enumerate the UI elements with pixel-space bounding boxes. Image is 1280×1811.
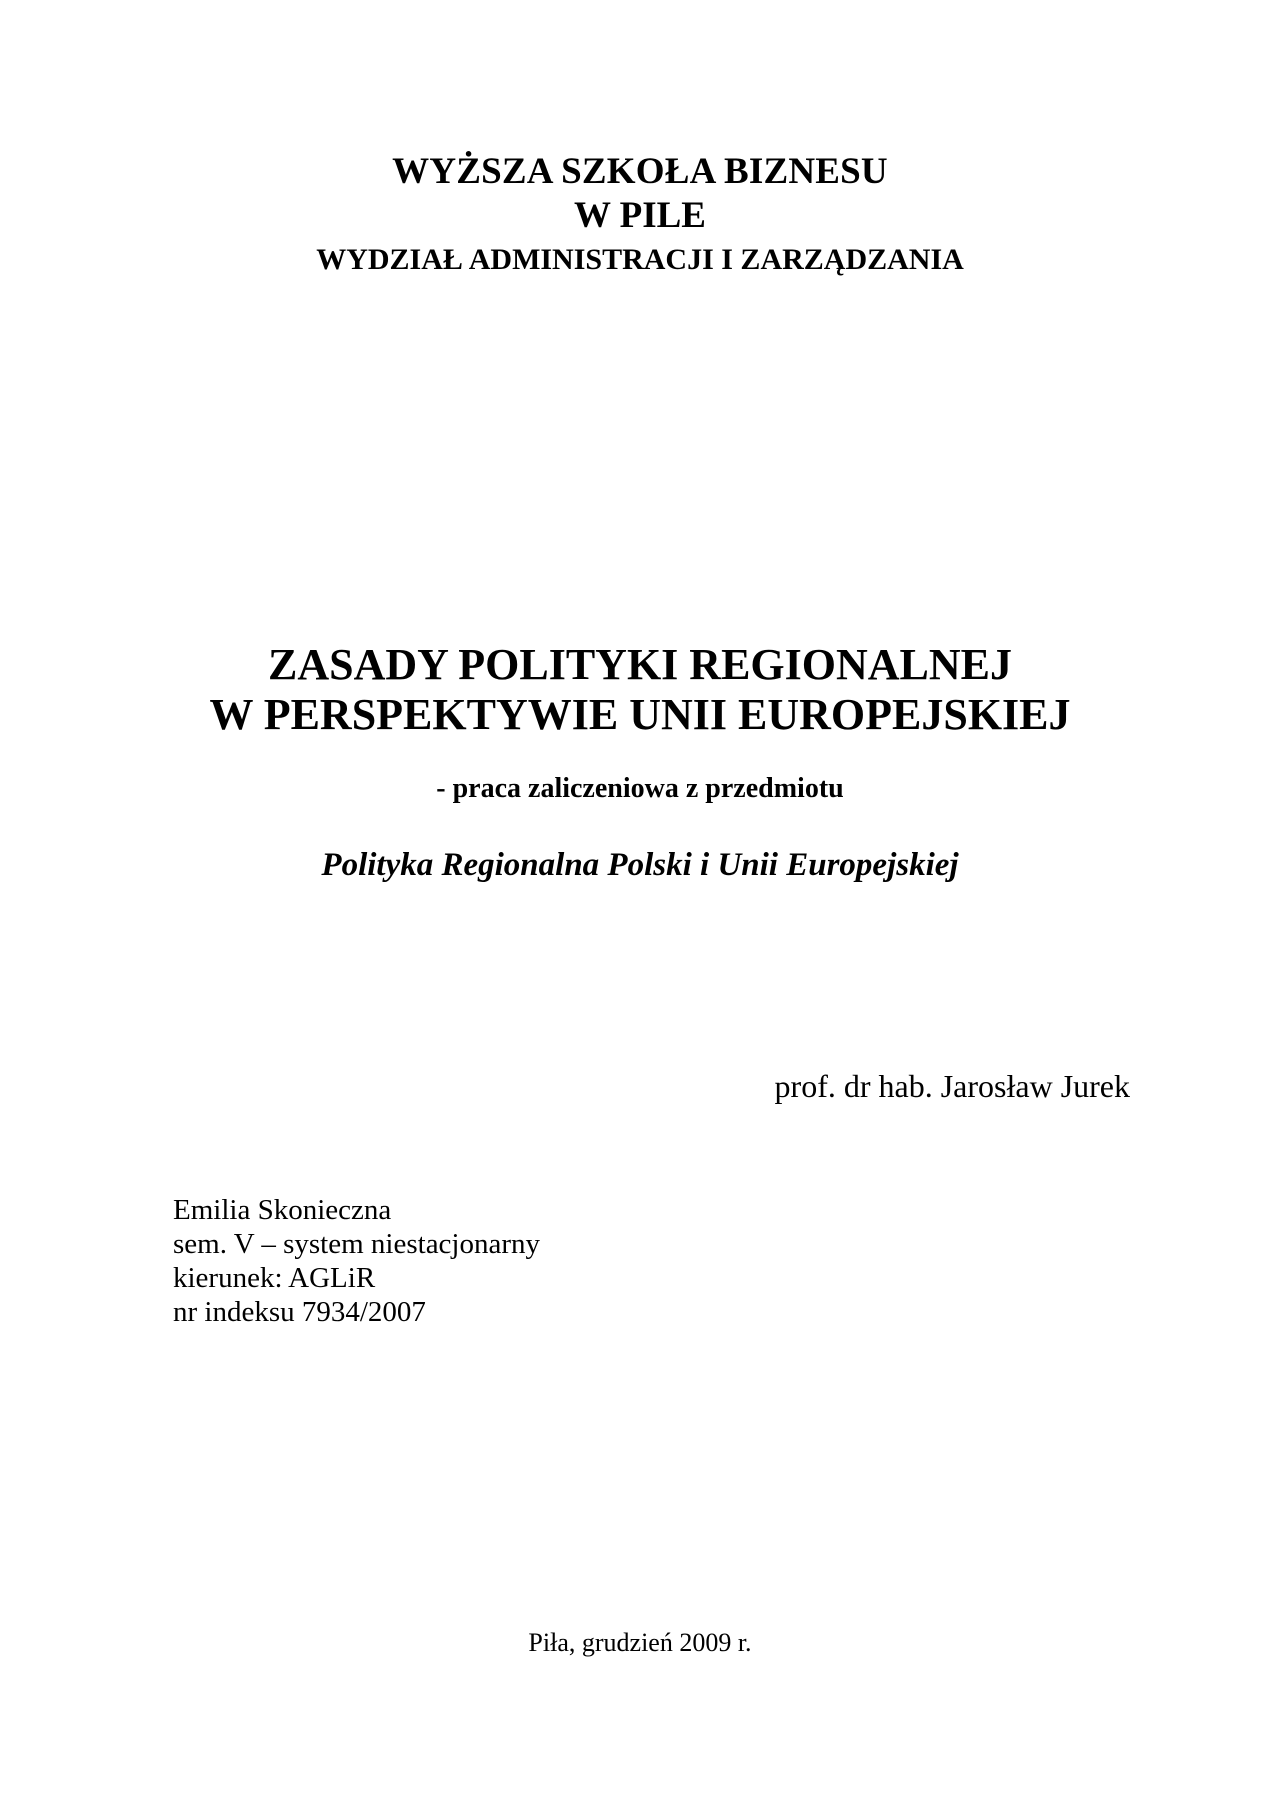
student-index: nr indeksu 7934/2007 <box>173 1296 426 1328</box>
student-name: Emilia Skonieczna <box>173 1194 392 1226</box>
title-line-1: ZASADY POLITYKI REGIONALNEJ <box>267 640 1013 689</box>
place-date: Piła, grudzień 2009 r. <box>528 1628 752 1657</box>
supervisor-name: prof. dr hab. Jarosław Jurek <box>774 1068 1130 1104</box>
course-subject: Polityka Regionalna Polski i Unii Europejskiej <box>321 847 959 883</box>
document-title <box>0 640 1280 740</box>
school-name: WYŻSZA SZKOŁA BIZNESU <box>392 151 888 192</box>
school-header <box>0 150 1280 280</box>
student-field: kierunek: AGLiR <box>173 1262 376 1294</box>
school-city: W PILE <box>574 195 706 236</box>
faculty-name: WYDZIAŁ ADMINISTRACJI I ZARZĄDZANIA <box>316 243 964 276</box>
title-line-2: W PERSPEKTYWIE UNII EUROPEJSKIEJ <box>209 690 1071 739</box>
document-subtitle: - praca zaliczeniowa z przedmiotu <box>436 773 844 804</box>
student-semester: sem. V – system niestacjonarny <box>173 1228 541 1260</box>
student-info <box>173 1193 540 1329</box>
